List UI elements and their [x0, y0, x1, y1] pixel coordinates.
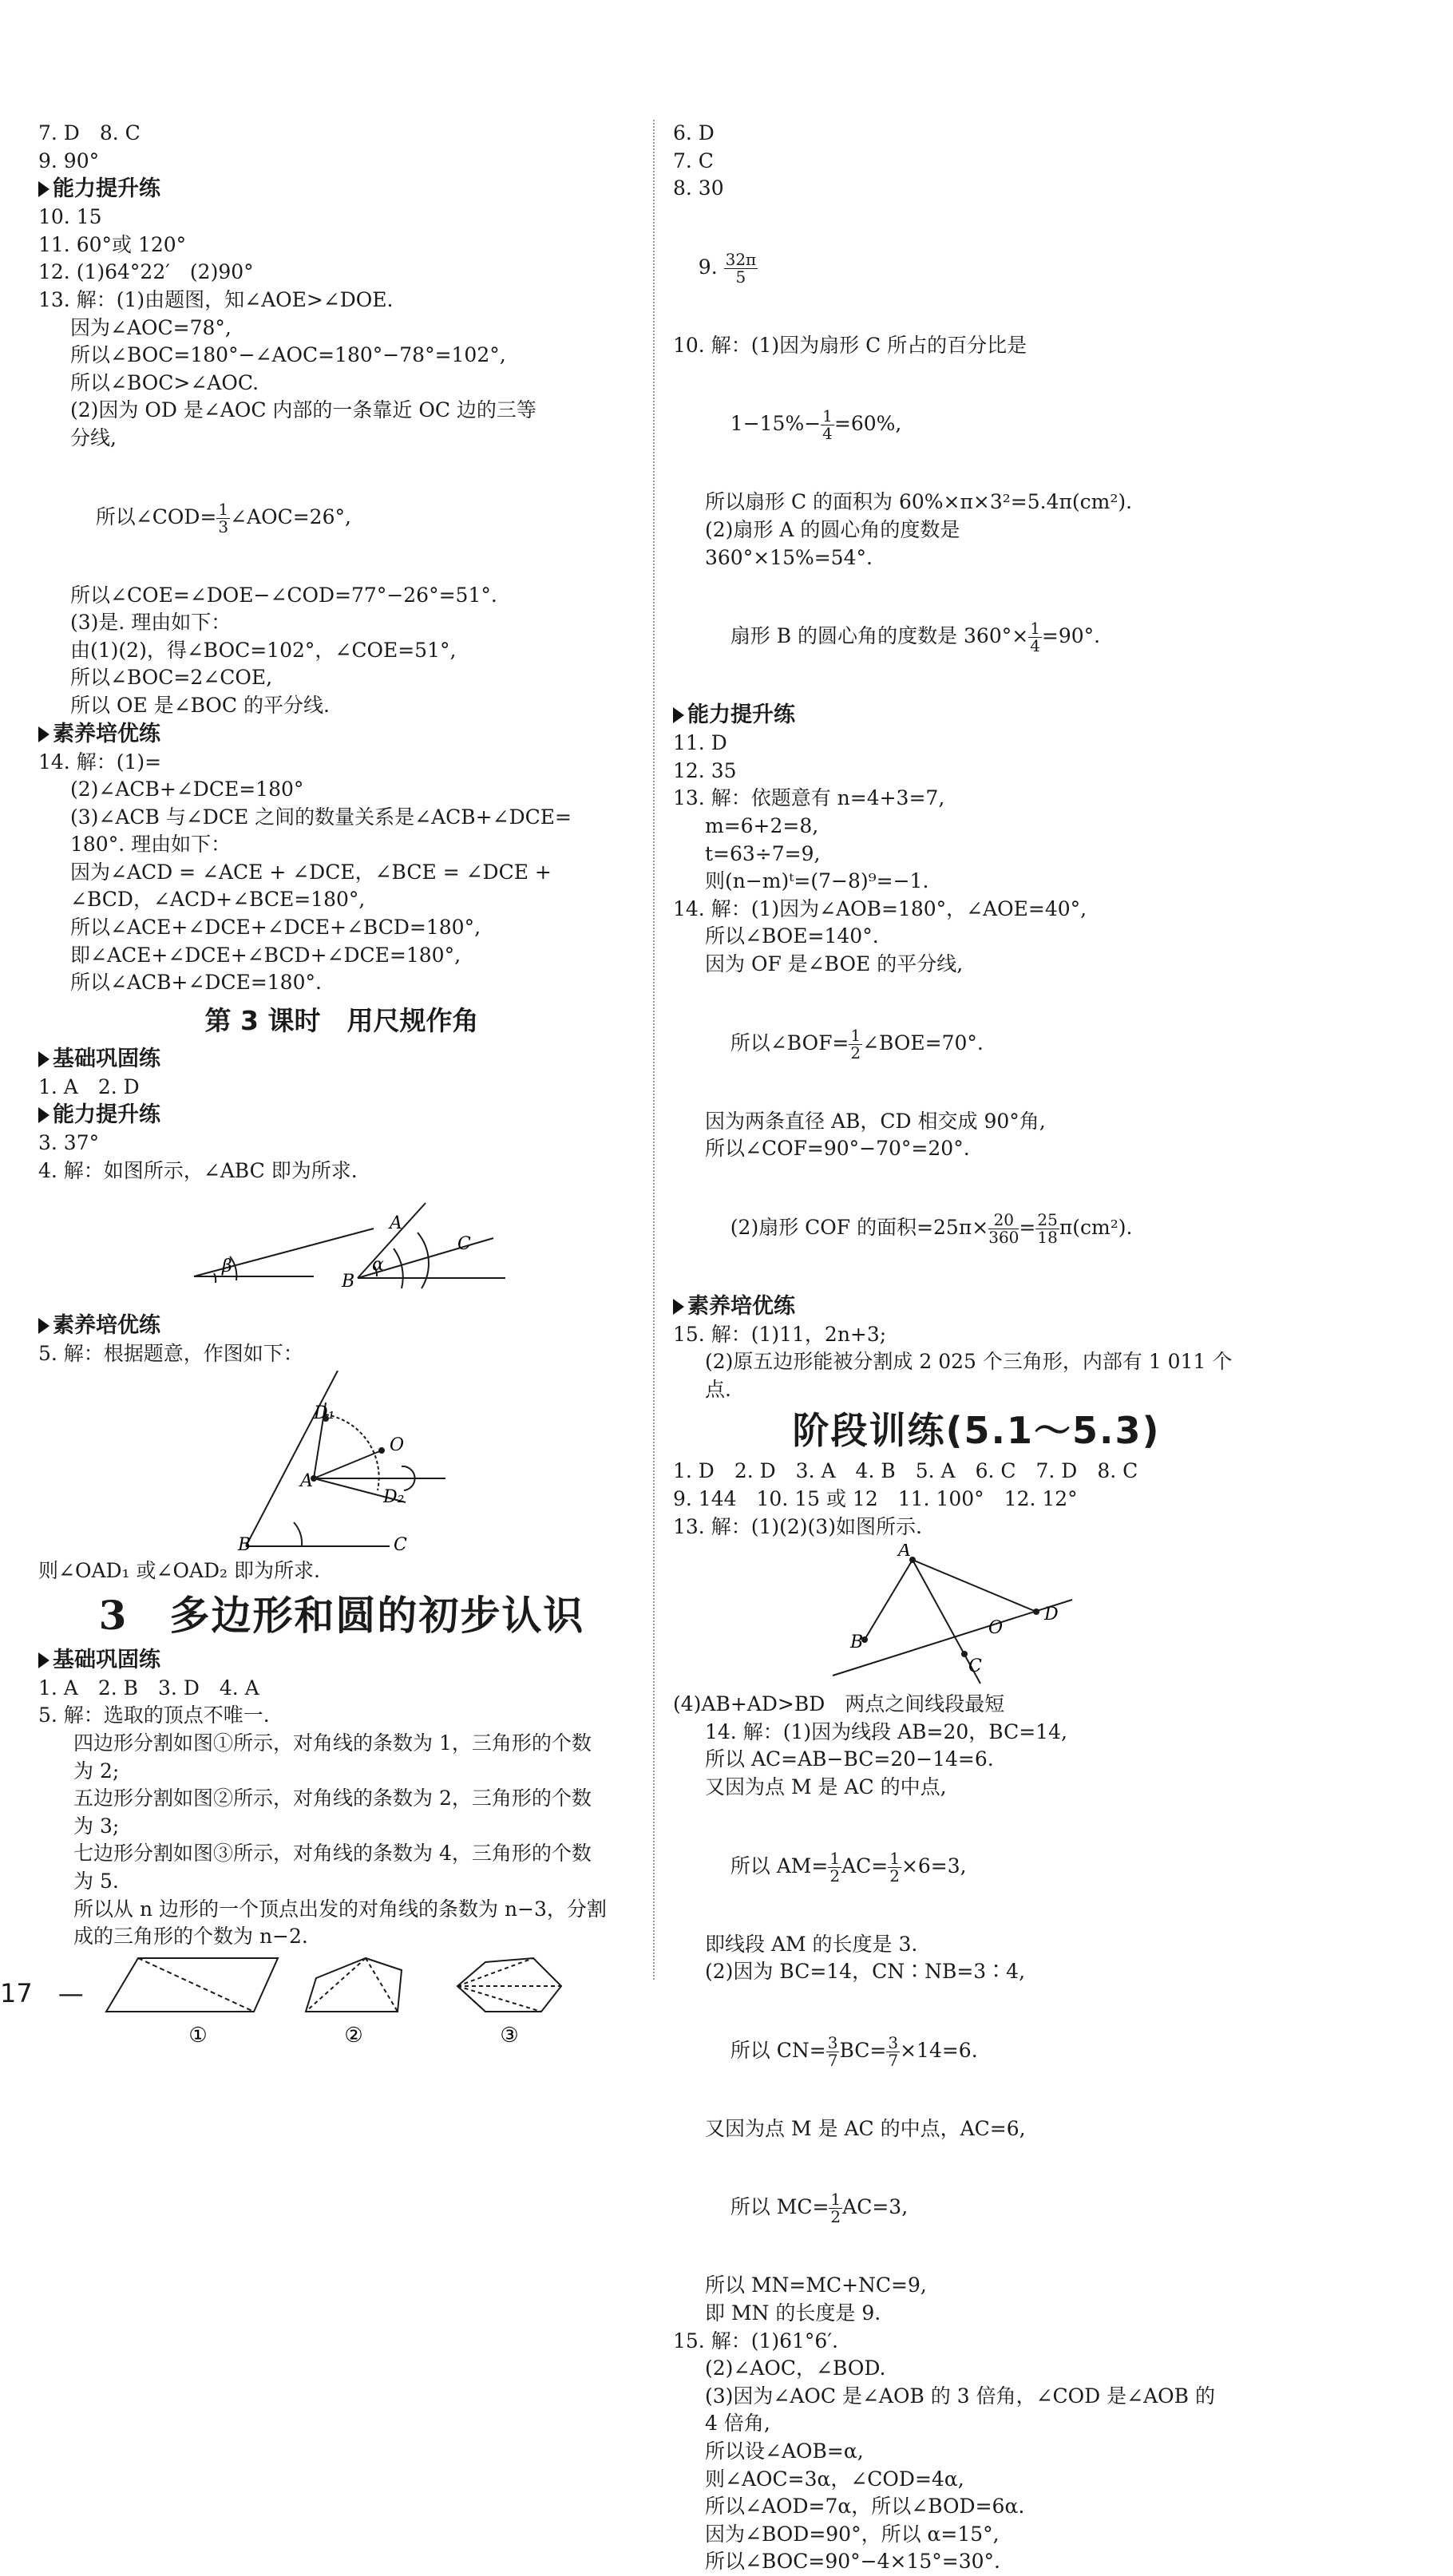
fraction: $\frac{3}{7}$ — [888, 2032, 899, 2070]
fraction: $\frac{1}{2}$ — [830, 2190, 841, 2227]
fraction: $\frac{1}{4}$ — [822, 406, 833, 444]
answer-line: 成的三角形的个数为 n−2. — [73, 1925, 308, 1949]
figure-label: ① — [188, 2023, 208, 2048]
triangle-icon — [38, 1318, 49, 1334]
answer-line: 9. 144 10. 15 或 12 11. 100° 12. 12° — [673, 1487, 1078, 1511]
point-label: C — [394, 1535, 407, 1555]
point-label: D₁ — [314, 1403, 335, 1424]
fraction: $\frac{32\pi}{5}$ — [725, 249, 757, 287]
section-heading-quality: 素养培优练 — [38, 1312, 645, 1340]
point-label: O — [988, 1618, 1004, 1639]
answer-line: 因为∠ACD = ∠ACE + ∠DCE，∠BCE = ∠DCE + — [70, 860, 552, 884]
answer-line: (2)∠ACB+∠DCE=180° — [70, 778, 304, 801]
answer-line-with-fraction: 所以∠BOF= $\frac{1}{2}$ ∠BOE=70°. — [730, 1025, 984, 1062]
answer-line: 13. 解：(1)由题图，知∠AOE>∠DOE. — [38, 287, 394, 311]
answer-line-with-fraction: (2)扇形 COF 的面积=25π× $\frac{20}{360}$ = $\frac{25}{18}$ π(cm²). — [730, 1209, 1133, 1247]
answer-line: 14. 解：(1)因为线段 AB=20，BC=14, — [705, 1719, 1067, 1743]
section-heading-ability: 能力提升练 — [38, 1101, 645, 1130]
column-divider — [653, 120, 655, 1980]
section-heading-ability: 能力提升练 — [673, 701, 1280, 730]
answer-line: 为 3; — [73, 1814, 120, 1838]
answer-line: 360°×15%=54°. — [705, 545, 873, 569]
answer-line: 14. 解：(1)= — [38, 750, 162, 774]
beta-label: β — [222, 1256, 232, 1276]
answer-line: 180°. 理由如下： — [70, 833, 232, 857]
answer-line: 4 倍角, — [705, 2412, 770, 2436]
section-heading-basic: 基础巩固练 — [38, 1045, 645, 1074]
section-heading-quality: 素养培优练 — [673, 1292, 1280, 1321]
answer-line: 10. 15 — [38, 205, 102, 229]
answer-line: 所以∠ACB+∠DCE=180°. — [70, 971, 322, 995]
answer-line-with-fraction: 所以 AM= $\frac{1}{2}$ AC= $\frac{1}{2}$ ×6=3, — [730, 1848, 967, 1886]
answer-line: 5. 解：根据题意，作图如下： — [38, 1341, 303, 1365]
answer-line-with-fraction: 9. $\frac{32\pi}{5}$ — [698, 249, 757, 287]
point-label: A — [300, 1471, 313, 1492]
answer-line: 15. 解：(1)61°6′. — [673, 2329, 838, 2352]
fraction: $\frac{1}{2}$ — [889, 1848, 900, 1886]
answer-line: 因为∠AOC=78°, — [70, 315, 232, 339]
answer-line: 所以∠COE=∠DOE−∠COD=77°−26°=51°. — [70, 583, 497, 607]
fraction: $\frac{20}{360}$ — [988, 1209, 1019, 1247]
figure-label: ② — [344, 2023, 363, 2048]
answer-line: 8. 30 — [673, 176, 724, 200]
angle-construction-figure — [38, 1189, 645, 1308]
page-number: 17 — — [0, 1978, 84, 2008]
fraction: $\frac{1}{2}$ — [829, 1848, 841, 1886]
answer-line: 所以 AC=AB−BC=20−14=6. — [705, 1747, 994, 1771]
triangle-icon — [38, 181, 49, 197]
answer-line: 即线段 AM 的长度是 3. — [705, 1932, 918, 1956]
answer-line: (2)因为 BC=14，CN∶NB=3∶4, — [705, 1960, 1026, 1984]
answer-line: 所以扇形 C 的面积为 60%×π×3²=5.4π(cm²). — [705, 490, 1133, 514]
answer-line: 为 5. — [73, 1869, 119, 1893]
answer-line: 四边形分割如图①所示，对角线的条数为 1，三角形的个数 — [73, 1731, 592, 1755]
answer-line: 则∠AOC=3α，∠COD=4α, — [705, 2467, 964, 2491]
answer-line: 为 2; — [73, 1759, 120, 1783]
answer-line: 6. D — [673, 121, 715, 144]
answer-line: 则(n−m)ᵗ=(7−8)⁹=−1. — [705, 869, 929, 893]
answer-line-with-fraction: 1−15%− $\frac{1}{4}$ =60%, — [730, 406, 902, 444]
answer-line: 所以设∠AOB=α, — [705, 2439, 864, 2463]
answer-line: (2)扇形 A 的圆心角的度数是 — [705, 517, 960, 541]
answer-line: (3)∠ACB 与∠DCE 之间的数量关系是∠ACB+∠DCE= — [70, 805, 572, 829]
answer-line-with-fraction: 扇形 B 的圆心角的度数是 360°× $\frac{1}{4}$ =90°. — [730, 619, 1101, 656]
answer-line: 3. 37° — [38, 1131, 100, 1155]
answer-line-with-fraction: 所以 CN= $\frac{3}{7}$ BC= $\frac{3}{7}$ ×14=6. — [730, 2032, 978, 2070]
alpha-label: α — [372, 1254, 384, 1275]
chapter-title: 3 多边形和圆的初步认识 — [98, 1591, 585, 1639]
answer-line: 13. 解：依题意有 n=4+3=7, — [673, 786, 945, 810]
answer-line: 因为 OF 是∠BOE 的平分线, — [705, 952, 964, 975]
answer-line: 由(1)(2)，得∠BOC=102°，∠COE=51°, — [70, 638, 457, 662]
answer-line: (2)因为 OD 是∠AOC 内部的一条靠近 OC 边的三等 — [70, 398, 536, 422]
answer-line: 5. 解：选取的顶点不唯一. — [38, 1703, 270, 1727]
answer-line: 12. 35 — [673, 758, 737, 782]
answer-line: 11. 60°或 120° — [38, 232, 187, 256]
answer-line: 即 MN 的长度是 9. — [705, 2301, 881, 2325]
answer-line: ∠BCD，∠ACD+∠BCE=180°, — [70, 888, 366, 912]
stage-title: 阶段训练(5.1～5.3) — [792, 1409, 1161, 1453]
answer-line: 因为两条直径 AB，CD 相交成 90°角, — [705, 1109, 1046, 1133]
answer-line: 分线, — [70, 425, 117, 449]
point-label: O — [390, 1435, 405, 1456]
answer-line: 15. 解：(1)11，2n+3; — [673, 1322, 887, 1346]
answer-line: 1. A 2. B 3. D 4. A — [38, 1676, 259, 1700]
answer-line: 所以∠BOC=180°−∠AOC=180°−78°=102°, — [70, 343, 506, 367]
triangle-icon — [38, 726, 49, 742]
triangle-icon — [38, 1051, 49, 1067]
figure-label: ③ — [500, 2023, 519, 2048]
fraction: $\frac{25}{18}$ — [1037, 1209, 1058, 1247]
fraction: $\frac{1}{2}$ — [850, 1025, 861, 1062]
answer-line: 所以 MN=MC+NC=9, — [705, 2273, 927, 2297]
point-label: B — [238, 1535, 251, 1555]
answer-line: 1. A 2. D — [38, 1074, 140, 1098]
answer-line: 又因为点 M 是 AC 的中点，AC=6, — [705, 2116, 1026, 2140]
answer-line: 所以∠BOC=2∠COE, — [70, 666, 273, 690]
answer-line: 七边形分割如图③所示，对角线的条数为 4，三角形的个数 — [73, 1842, 592, 1866]
answer-line: 所以∠ACE+∠DCE+∠DCE+∠BCD=180°, — [70, 916, 481, 940]
answer-line: 10. 解：(1)因为扇形 C 所占的百分比是 — [673, 333, 1027, 357]
answer-line: 4. 解：如图所示，∠ABC 即为所求. — [38, 1159, 358, 1183]
answer-line: (3)因为∠AOC 是∠AOB 的 3 倍角，∠COD 是∠AOB 的 — [705, 2384, 1215, 2408]
answer-line: 所以∠BOE=140°. — [705, 924, 879, 948]
answer-line: (2)原五边形能被分割成 2 025 个三角形，内部有 1 011 个 — [705, 1350, 1233, 1374]
answer-line: 即∠ACE+∠DCE+∠BCD+∠DCE=180°, — [70, 943, 461, 967]
polygon-division-figure — [38, 1954, 645, 2050]
answer-line: 五边形分割如图②所示，对角线的条数为 2，三角形的个数 — [73, 1787, 592, 1810]
point-label: A — [390, 1213, 402, 1233]
point-label: B — [342, 1271, 355, 1292]
answer-line: 9. 90° — [38, 148, 100, 172]
answer-line: 1. D 2. D 3. A 4. B 5. A 6. C 7. D 8. C — [673, 1459, 1138, 1483]
section-heading-basic: 基础巩固练 — [38, 1646, 645, 1675]
left-column — [38, 120, 645, 2053]
fraction: $\frac{1}{4}$ — [1030, 619, 1040, 656]
answer-line: 7. C — [673, 148, 714, 172]
triangle-icon — [673, 707, 684, 723]
fraction: $\frac{3}{7}$ — [827, 2032, 838, 2070]
answer-line-with-fraction: 所以∠COD= $\frac{1}{3}$ ∠AOC=26°, — [95, 499, 351, 536]
answer-line: 则∠OAD₁ 或∠OAD₂ 即为所求. — [38, 1559, 320, 1583]
answer-line: 所以∠COF=90°−70°=20°. — [705, 1137, 970, 1161]
answer-line: 7. D 8. C — [38, 121, 141, 144]
fraction: $\frac{1}{3}$ — [218, 499, 229, 536]
answer-line: 12. (1)64°22′ (2)90° — [38, 260, 254, 284]
point-label: C — [968, 1656, 982, 1677]
answer-line: (2)∠AOC，∠BOD. — [705, 2356, 886, 2380]
point-label: D₂ — [383, 1487, 405, 1508]
line-segment-figure — [673, 1544, 1280, 1688]
answer-line: (4)AB+AD>BD 两点之间线段最短 — [673, 1692, 1005, 1716]
answer-line: 13. 解：(1)(2)(3)如图所示. — [673, 1514, 922, 1538]
point-label: B — [850, 1632, 864, 1653]
answer-line: 14. 解：(1)因为∠AOB=180°，∠AOE=40°, — [673, 896, 1087, 920]
point-label: A — [898, 1544, 911, 1561]
answer-line: 所以∠BOC>∠AOC. — [70, 370, 259, 394]
answer-line: 因为∠BOD=90°，所以 α=15°, — [705, 2522, 1000, 2546]
lesson-title: 第 3 课时 用尺规作角 — [204, 1004, 479, 1036]
section-heading-ability: 能力提升练 — [38, 175, 645, 204]
answer-line-with-fraction: 所以 MC= $\frac{1}{2}$ AC=3, — [730, 2190, 909, 2227]
answer-line: 点. — [705, 1377, 731, 1401]
answer-line: 所以∠BOC=90°−4×15°=30°. — [705, 2550, 1000, 2574]
section-heading-quality: 素养培优练 — [38, 720, 645, 749]
answer-line: m=6+2=8, — [705, 813, 819, 837]
triangle-icon — [38, 1107, 49, 1123]
triangle-icon — [38, 1652, 49, 1668]
angle-copy-figure — [38, 1371, 645, 1554]
triangle-icon — [673, 1299, 684, 1315]
answer-line: 所以 OE 是∠BOC 的平分线. — [70, 693, 330, 717]
answer-line: 所以从 n 边形的一个顶点出发的对角线的条数为 n−3，分割 — [73, 1897, 607, 1921]
point-label: C — [457, 1233, 471, 1254]
answer-line: t=63÷7=9, — [705, 841, 821, 865]
answer-line: 又因为点 M 是 AC 的中点, — [705, 1775, 947, 1799]
right-column — [673, 120, 1280, 2576]
point-label: D — [1044, 1605, 1059, 1625]
answer-line: 11. D — [673, 731, 727, 755]
answer-line: (3)是. 理由如下： — [70, 611, 232, 635]
answer-line: 所以∠AOD=7α，所以∠BOD=6α. — [705, 2495, 1025, 2519]
